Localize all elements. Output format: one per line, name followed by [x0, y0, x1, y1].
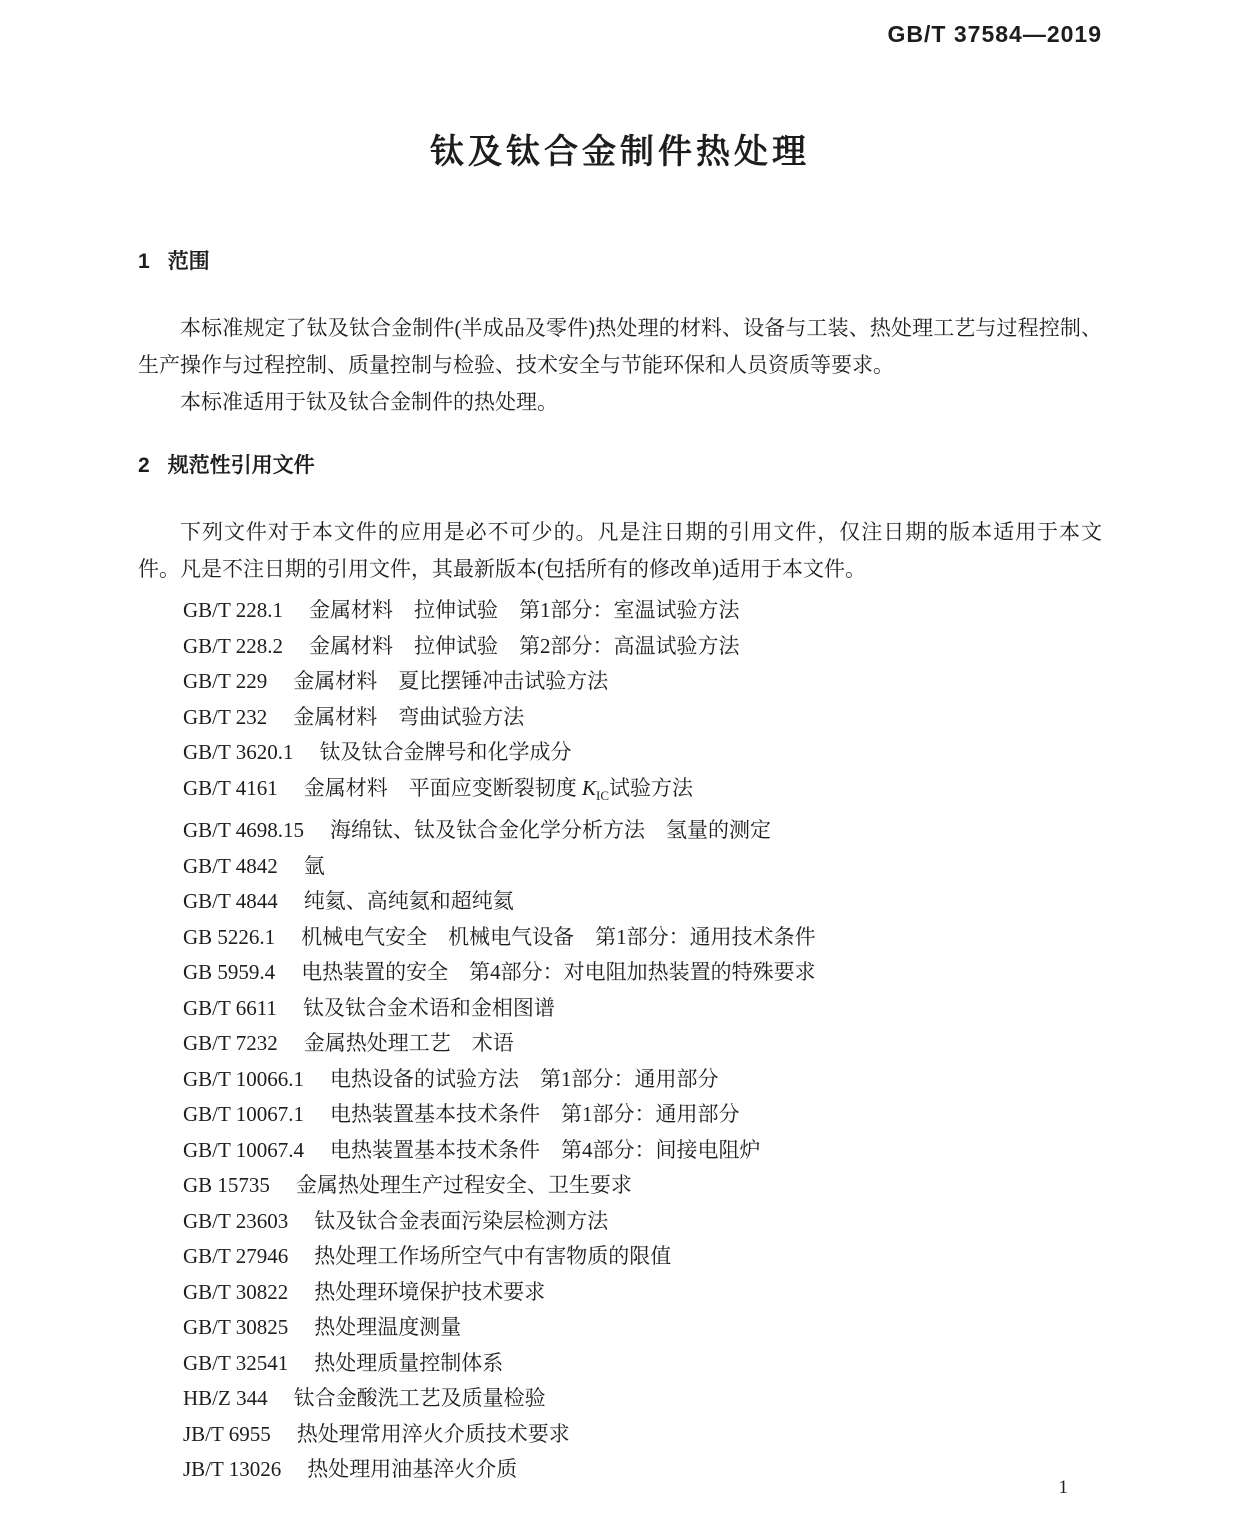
reference-item [183, 700, 1102, 736]
reference-item [183, 735, 1102, 771]
reference-title: 电热装置基本技术条件 第1部分：通用部分 [329, 1102, 740, 1127]
reference-title: 电热装置的安全 第4部分：对电阻加热装置的特殊要求 [301, 960, 816, 985]
reference-code: JB/T 13026 [183, 1457, 282, 1482]
reference-item [183, 1204, 1102, 1240]
reference-title: 金属材料 平面应变断裂韧度 [303, 775, 582, 800]
page-number: 1 [1058, 1477, 1068, 1498]
reference-title: 金属热处理工艺 术语 [303, 1031, 514, 1056]
section-references-number: 2 [138, 454, 150, 477]
reference-code: GB/T 4161 [183, 775, 278, 800]
reference-item [183, 955, 1102, 991]
reference-title: 金属材料 弯曲试验方法 [293, 704, 525, 729]
reference-item [183, 991, 1102, 1027]
reference-title: 电热设备的试验方法 第1部分：通用部分 [329, 1066, 719, 1091]
reference-code: GB/T 6611 [183, 995, 277, 1020]
reference-item [183, 1346, 1102, 1382]
reference-title: 热处理质量控制体系 [314, 1350, 504, 1375]
section-references-heading [138, 452, 1102, 480]
reference-code: GB 5959.4 [183, 960, 276, 985]
standard-code-header: GB/T 37584—2019 [887, 21, 1102, 47]
reference-item [183, 1026, 1102, 1062]
reference-code: GB 5226.1 [183, 924, 276, 949]
section-references-title: 规范性引用文件 [167, 454, 315, 477]
reference-item [183, 920, 1102, 956]
reference-item [183, 849, 1102, 885]
reference-title: 纯氦、高纯氦和超纯氦 [303, 889, 514, 914]
reference-item [183, 1452, 1102, 1488]
reference-code: GB/T 4844 [183, 889, 278, 914]
reference-code: GB/T 10067.1 [183, 1102, 304, 1127]
reference-item [183, 771, 1102, 814]
reference-item [183, 884, 1102, 920]
reference-code: GB/T 228.1 [183, 598, 283, 622]
reference-title: 氩 [303, 853, 325, 878]
reference-item [183, 664, 1102, 700]
reference-item [183, 1381, 1102, 1417]
reference-item [183, 1417, 1102, 1453]
scope-paragraph-1: 本标准规定了钛及钛合金制件(半成品及零件)热处理的材料、设备与工装、热处理工艺与过程控制、生产操作与过程控制、质量控制与检验、技术安全与节能环保和人员资质等要求。 [138, 316, 1102, 377]
reference-title: 热处理常用淬火介质技术要求 [296, 1421, 570, 1446]
reference-title: 钛及钛合金术语和金相图谱 [302, 995, 555, 1020]
reference-code: GB/T 23603 [183, 1208, 289, 1233]
reference-code: HB/Z 344 [183, 1386, 268, 1411]
scope-paragraph-2: 本标准适用于钛及钛合金制件的热处理。 [180, 390, 558, 414]
reference-item [183, 1168, 1102, 1204]
reference-title: 热处理用油基淬火介质 [307, 1457, 518, 1482]
reference-title: 钛及钛合金表面污染层检测方法 [314, 1208, 609, 1233]
reference-code: GB/T 232 [183, 704, 268, 729]
references-list [138, 593, 1102, 1488]
fracture-toughness-symbol: K [581, 775, 596, 800]
reference-title: 钛及钛合金牌号和化学成分 [319, 740, 572, 764]
reference-item [183, 813, 1102, 849]
reference-item [183, 1239, 1102, 1275]
reference-code: GB/T 3620.1 [183, 740, 294, 764]
reference-code: GB 15735 [183, 1173, 270, 1198]
reference-title: 热处理工作场所空气中有害物质的限值 [314, 1244, 672, 1269]
reference-title: 金属材料 拉伸试验 第2部分：高温试验方法 [308, 633, 740, 658]
reference-code: GB/T 4842 [183, 853, 278, 878]
reference-item [183, 1133, 1102, 1169]
reference-title: 热处理环境保护技术要求 [314, 1279, 546, 1304]
reference-item [183, 1310, 1102, 1346]
reference-subscript: IC [595, 787, 609, 803]
reference-title: 机械电气安全 机械电气设备 第1部分：通用技术条件 [301, 924, 816, 949]
reference-title: 金属材料 夏比摆锤冲击试验方法 [293, 669, 609, 693]
reference-title: 钛合金酸洗工艺及质量检验 [293, 1386, 546, 1411]
reference-code: JB/T 6955 [183, 1421, 271, 1446]
reference-code: GB/T 30825 [183, 1315, 289, 1340]
section-scope-number: 1 [138, 250, 150, 273]
reference-title: 热处理温度测量 [314, 1315, 462, 1340]
reference-item [183, 593, 1102, 629]
reference-title: 金属材料 拉伸试验 第1部分：室温试验方法 [308, 598, 740, 622]
reference-item [183, 1275, 1102, 1311]
reference-item [183, 1097, 1102, 1133]
reference-title: 电热装置基本技术条件 第4部分：间接电阻炉 [329, 1137, 761, 1162]
reference-title-continued: 试验方法 [608, 775, 693, 800]
reference-title: 金属热处理生产过程安全、卫生要求 [295, 1173, 632, 1198]
reference-code: GB/T 4698.15 [183, 818, 304, 843]
reference-code: GB/T 228.2 [183, 633, 283, 658]
references-intro: 下列文件对于本文件的应用是必不可少的。凡是注日期的引用文件，仅注日期的版本适用于本文件。凡是不注日期的引用文件，其最新版本(包括所有的修改单)适用于本文件。 [138, 520, 1102, 581]
reference-item [183, 629, 1102, 665]
document-title: 钛及钛合金制件热处理 [430, 133, 810, 171]
reference-code: GB/T 7232 [183, 1031, 278, 1056]
reference-code: GB/T 27946 [183, 1244, 289, 1269]
reference-code: GB/T 32541 [183, 1350, 289, 1375]
section-scope-title: 范围 [167, 250, 210, 273]
reference-title: 海绵钛、钛及钛合金化学分析方法 氢量的测定 [329, 818, 771, 843]
reference-item [183, 1062, 1102, 1098]
reference-code: GB/T 229 [183, 669, 268, 693]
section-scope-heading [138, 248, 1102, 276]
reference-code: GB/T 30822 [183, 1279, 289, 1304]
reference-code: GB/T 10066.1 [183, 1066, 304, 1091]
reference-code: GB/T 10067.4 [183, 1137, 304, 1162]
